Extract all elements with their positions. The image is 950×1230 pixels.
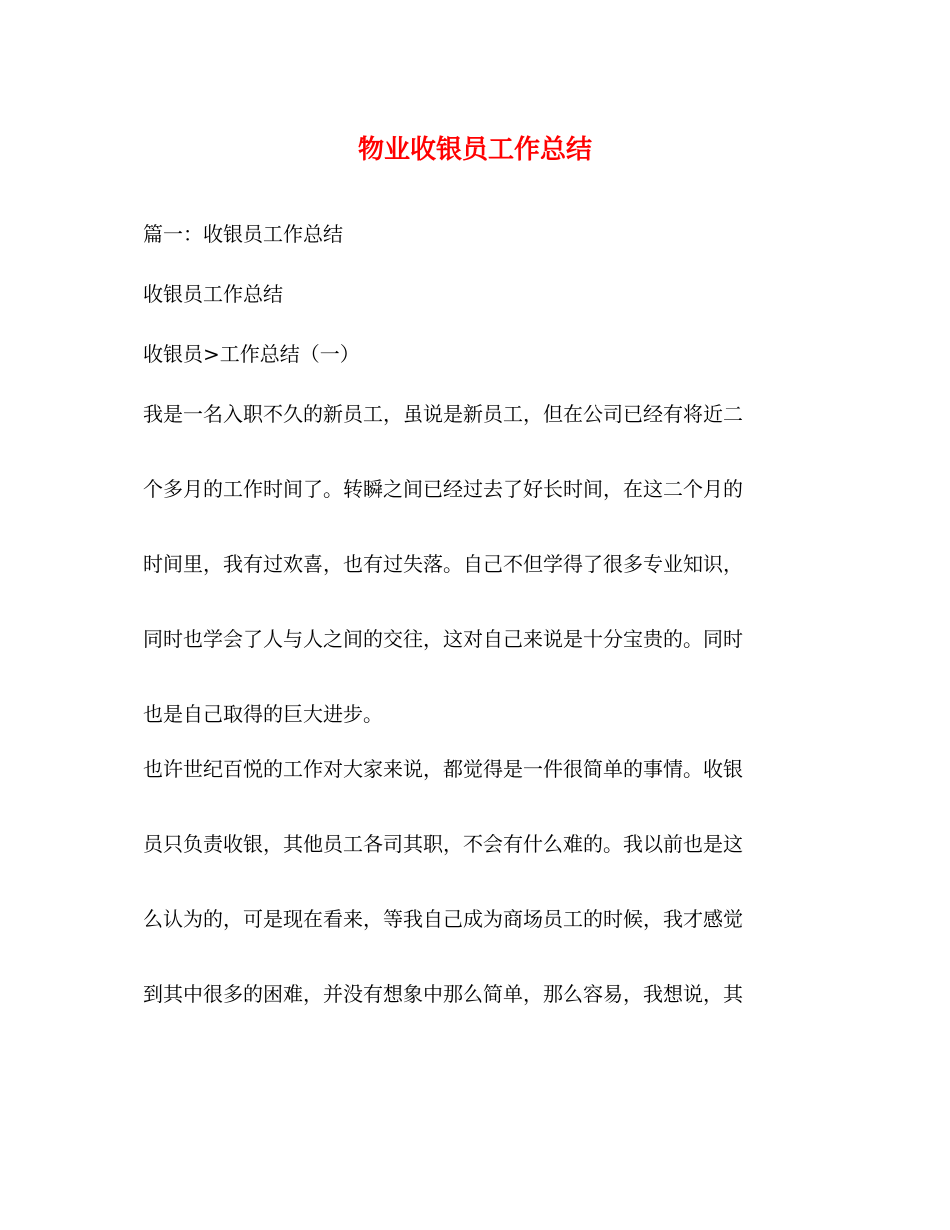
paragraph-line: 时间里，我有过欢喜，也有过失落。自己不但学得了很多专业知识， [143, 552, 743, 576]
paragraph-line: 同时也学会了人与人之间的交往，这对自己来说是十分宝贵的。同时 [143, 627, 743, 651]
section-heading-3: 收银员>工作总结（一） [143, 342, 360, 366]
section-heading-1: 篇一：收银员工作总结 [143, 222, 343, 246]
paragraph-line: 么认为的，可是现在看来，等我自己成为商场员工的时候，我才感觉 [143, 907, 743, 931]
section-heading-2: 收银员工作总结 [143, 282, 283, 306]
paragraph-line: 员只负责收银，其他员工各司其职，不会有什么难的。我以前也是这 [143, 832, 743, 856]
document-title: 物业收银员工作总结 [357, 135, 592, 165]
paragraph-line: 到其中很多的困难，并没有想象中那么简单，那么容易，我想说，其 [143, 982, 743, 1006]
paragraph-line: 也许世纪百悦的工作对大家来说，都觉得是一件很简单的事情。收银 [143, 757, 743, 781]
paragraph-line: 也是自己取得的巨大进步。 [143, 702, 383, 726]
paragraph-1 [143, 399, 803, 774]
paragraph-line: 我是一名入职不久的新员工，虽说是新员工，但在公司已经有将近二 [143, 402, 743, 426]
paragraph-2 [143, 754, 803, 1054]
paragraph-line: 个多月的工作时间了。转瞬之间已经过去了好长时间，在这二个月的 [143, 477, 743, 501]
